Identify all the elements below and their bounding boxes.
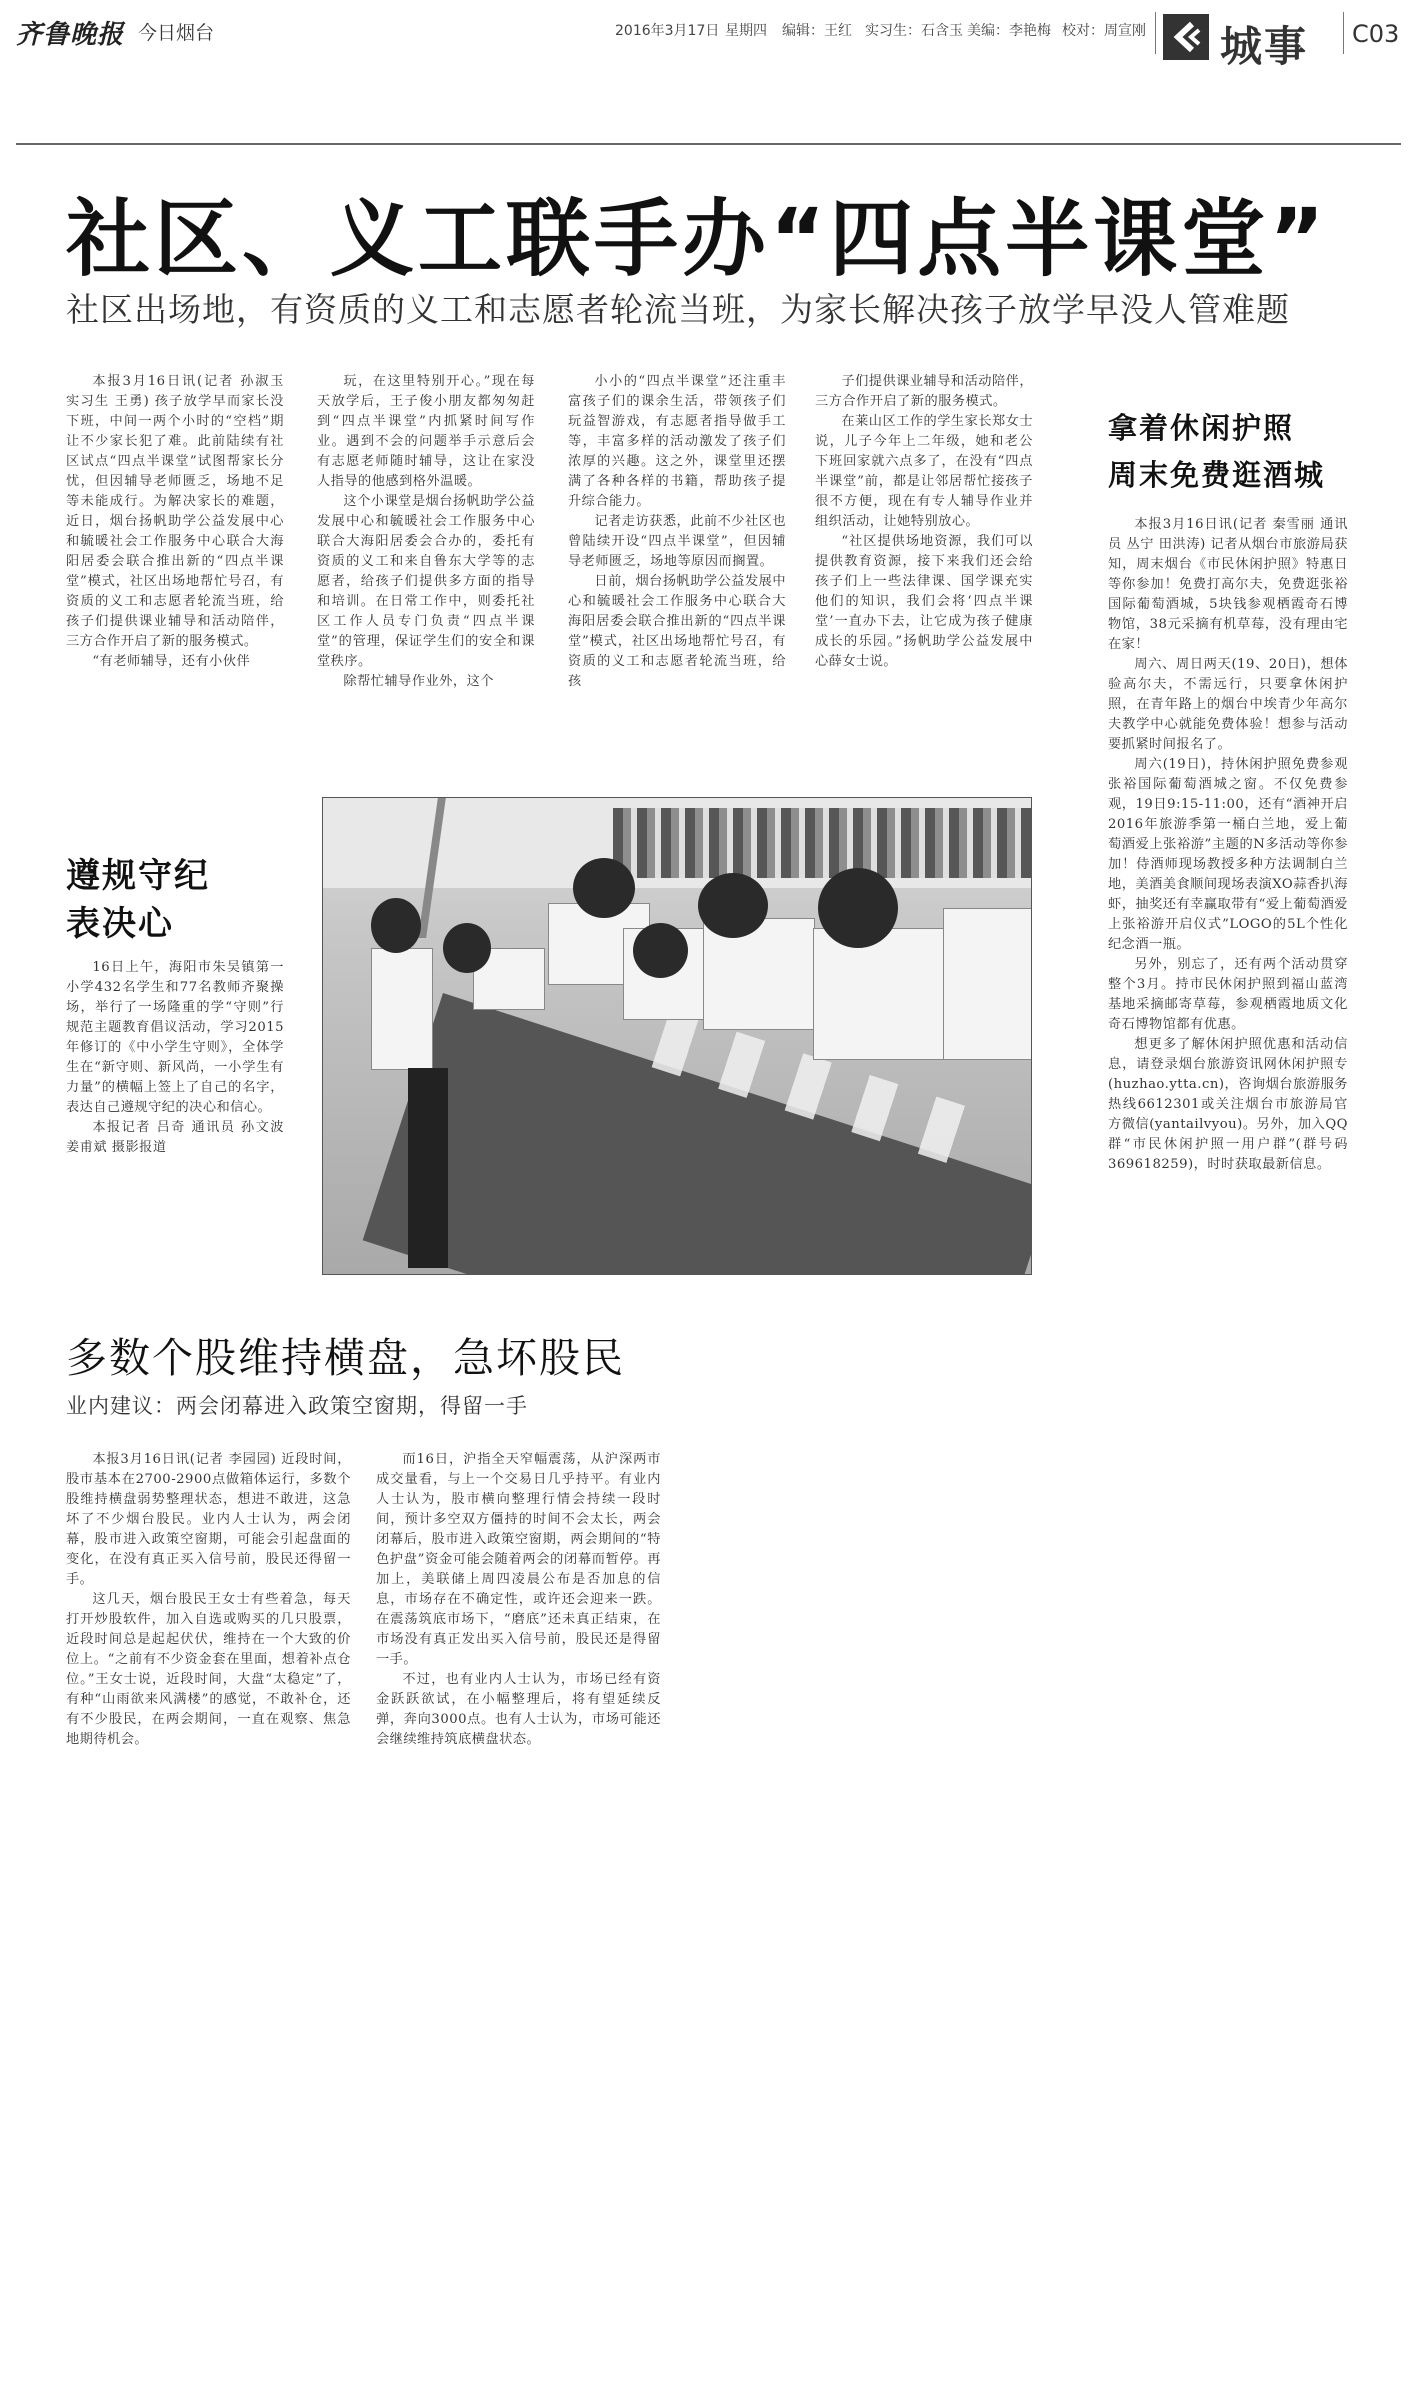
paragraph: 小小的“四点半课堂”还注重丰富孩子们的课余生活，带领孩子们玩益智游戏，有志愿者指导做手工等，丰富多样的活动激发了孩子们浓厚的兴趣。这之外，课堂里还摆满了各种各样的书籍，帮助孩子提升综合能力。 <box>568 374 786 509</box>
chevron-left-icon <box>1163 14 1209 60</box>
art-editor-credit: 美编：李艳梅 <box>967 23 1051 39</box>
paragraph: 想更多了解休闲护照优惠和活动信息，请登录烟台旅游资讯网休闲护照专(huzhao.ytta.cn)，咨询烟台旅游服务热线6612301或关注烟台市旅游局官方微信(yantailvyou)。另外，加入QQ群“市民休闲护照一用户群”(群号码369618259)，时时获取最新信息。 <box>1108 1037 1348 1172</box>
main-article-column-3 <box>568 372 786 692</box>
issue-weekday: 星期四 <box>725 23 767 39</box>
paragraph: 在莱山区工作的学生家长郑女士说，儿子今年上二年级，她和老公下班回家就六点多了，在没有“四点半课堂”前，都是让邻居帮忙接孩子很不方便，现在有专人辅导作业并组织活动，让她特别放心。 <box>815 414 1034 529</box>
proofreader-credit: 校对：周宣刚 <box>1062 23 1146 39</box>
side-left-title <box>66 852 210 948</box>
stock-article-column-2 <box>376 1450 661 1750</box>
editor-credit: 编辑：王红 <box>782 23 852 39</box>
main-article-column-1 <box>66 372 284 672</box>
main-article-column-4 <box>815 372 1033 672</box>
paragraph: 本报3月16日讯(记者 秦雪丽 通讯员 丛宁 田洪涛) 记者从烟台市旅游局获知，周末烟台《市民休闲护照》特惠日等你参加！免费打高尔夫，免费逛张裕国际葡萄酒城，5块钱参观栖霞奇石博物馆，38元采摘有机草莓，没有理由宅在家！ <box>1108 517 1348 652</box>
paragraph: 这个小课堂是烟台扬帆助学公益发展中心和毓暖社会工作服务中心联合大海阳居委会合办的，委托有资质的义工和来自鲁东大学等的志愿者，给孩子们提供多方面的指导和培训。在日常工作中，则委托社区工作人员专门负责“四点半课堂”的管理，保证学生们的安全和课堂秩序。 <box>317 494 536 669</box>
stock-headline: 多数个股维持横盘，急坏股民 <box>66 1334 625 1382</box>
side-left-body <box>66 958 284 1158</box>
news-photo <box>322 797 1032 1275</box>
paragraph: 本报3月16日讯(记者 孙淑玉 实习生 王勇) 孩子放学早而家长没下班，中间一两个小时的“空档”期让不少家长犯了难。此前陆续有社区试点“四点半课堂”试图帮家长分忧，但因辅导老师匮乏，场地不足等未能成行。为解决家长的难题，近日，烟台扬帆助学公益发展中心和毓暖社会工作服务中心联合大海阳居委会联合推出新的“四点半课堂”模式，社区出场地帮忙号召，有资质的义工和志愿者轮流当班，给孩子们提供课业辅导和活动陪伴，三方合作开启了新的服务模式。 <box>66 374 284 649</box>
section-name: 今日烟台 <box>138 22 215 44</box>
side-right-title <box>1108 405 1325 499</box>
issue-date: 2016年3月17日 <box>615 23 720 39</box>
section-label: 城事 <box>1220 22 1309 71</box>
paragraph: 另外，别忘了，还有两个活动贯穿整个3月。持市民休闲护照到福山蓝湾基地采摘邮寄草莓，参观栖霞地质文化奇石博物馆都有优惠。 <box>1108 957 1348 1032</box>
header-divider-2 <box>1343 12 1344 54</box>
side-left-title-line: 遵规守纪 <box>66 856 210 896</box>
paragraph: “社区提供场地资源，我们可以提供教育资源，接下来我们还会给孩子们上一些法律课、国学课充实他们的知识，我们会将‘四点半课堂’一直办下去，让它成为孩子健康成长的乐园。”扬帆助学公益发展中心薛女士说。 <box>815 534 1033 669</box>
paragraph: 日前，烟台扬帆助学公益发展中心和毓暖社会工作服务中心联合大海阳居委会联合推出新的“四点半课堂”模式，社区出场地帮忙号召，有资质的义工和志愿者轮流当班，给孩 <box>568 574 787 689</box>
paragraph: 子们提供课业辅导和活动陪伴，三方合作开启了新的服务模式。 <box>815 374 1034 409</box>
stock-subheadline: 业内建议：两会闭幕进入政策空窗期，得留一手 <box>66 1394 528 1418</box>
byline: 本报记者 吕奇 通讯员 孙文波 姜甫斌 摄影报道 <box>66 1120 284 1155</box>
side-right-title-line: 拿着休闲护照 <box>1108 411 1295 445</box>
paragraph: 而16日，沪指全天窄幅震荡，从沪深两市成交量看，与上一个交易日几乎持平。有业内人士认为，股市横向整理行情会持续一段时间，预计多空双方僵持的时间不会太长，两会闭幕后，股市进入政策空窗期，两会期间的“特色护盘”资金可能会随着两会的闭幕而暂停。再加上，美联储上周四凌晨公布是否加息的信息，市场存在不确定性，或许还会迎来一跌。在震荡筑底市场下，“磨底”还未真正结束，在市场没有真正发出买入信号前，股民还是得留一手。 <box>376 1452 661 1667</box>
header-rule <box>16 143 1401 145</box>
paragraph: 记者走访获悉，此前不少社区也曾陆续开设“四点半课堂”，但因辅导老师匮乏，场地等原因而搁置。 <box>568 514 787 569</box>
stock-article-column-1 <box>66 1450 351 1750</box>
main-headline: 社区、义工联手办“四点半课堂” <box>66 190 1329 288</box>
header-divider <box>1155 12 1156 54</box>
paragraph: 除帮忙辅导作业外，这个 <box>343 674 494 689</box>
main-article-column-2 <box>317 372 535 692</box>
paragraph: 周六、周日两天(19、20日)，想体验高尔夫，不需远行，只要拿休闲护照，在青年路上的烟台中埃青少年高尔夫教学中心就能免费体验！想参与活动要抓紧时间报名了。 <box>1108 657 1348 752</box>
side-right-title-line: 周末免费逛酒城 <box>1108 458 1326 492</box>
paragraph: “有老师辅导，还有小伙伴 <box>92 654 251 669</box>
side-left-title-line: 表决心 <box>66 904 174 944</box>
masthead-logo: 齐鲁晚报 <box>16 20 125 50</box>
paragraph: 本报3月16日讯(记者 李园园) 近段时间，股市基本在2700-2900点做箱体运行，多数个股维持横盘弱势整理状态，想进不敢进，这急坏了不少烟台股民。业内人士认为，两会闭幕，股市进入政策空窗期，可能会引起盘面的变化，在没有真正买入信号前，股民还得留一手。 <box>66 1452 351 1587</box>
main-subheadline: 社区出场地，有资质的义工和志愿者轮流当班，为家长解决孩子放学早没人管难题 <box>66 290 1290 329</box>
side-right-body <box>1108 515 1348 1175</box>
paragraph: 周六(19日)，持休闲护照免费参观张裕国际葡萄酒城之窗。不仅免费参观，19日9:15-11:00，还有“酒神开启2016年旅游季第一桶白兰地，爱上葡萄酒爱上张裕游”主题的N多活动等你参加！侍酒师现场教授多种方法调制白兰地，美酒美食顺间现场表演XO蒜香扒海虾，抽奖还有幸赢取带有“爱上葡萄酒爱上张裕游开启仪式”LOGO的5L个性化纪念酒一瓶。 <box>1108 757 1348 952</box>
paragraph: 这几天，烟台股民王女士有些着急，每天打开炒股软件，加入自选或购买的几只股票，近段时间总是起起伏伏，维持在一个大致的价位上。“之前有不少资金套在里面，想着补点仓位。”王女士说，近段时间，大盘“太稳定”了，有种“山雨欲来风满楼”的感觉，不敢补仓，还有不少股民，在两会期间，一直在观察、焦急地期待机会。 <box>66 1592 351 1747</box>
intern-credit: 实习生：石含玉 <box>865 23 963 39</box>
paragraph: 16日上午，海阳市朱吴镇第一小学432名学生和77名教师齐聚操场，举行了一场隆重的学“守则”行规范主题教育倡议活动，学习2015年修订的《中小学生守则》，全体学生在“新守则、新风尚，一小学生有力量”的横幅上签上了自己的名字，表达自己遵规守纪的决心和信心。 <box>66 960 284 1115</box>
page-number: C03 <box>1352 20 1400 48</box>
paragraph: 玩，在这里特别开心。”现在每天放学后，王子俊小朋友都匆匆赶到“四点半课堂”内抓紧时间写作业。遇到不会的问题举手示意后会有志愿老师随时辅导，这让在家没人指导的他感到格外温暖。 <box>317 374 535 489</box>
paragraph: 不过，也有业内人士认为，市场已经有资金跃跃欲试，在小幅整理后，将有望延续反弹，奔向3000点。也有人士认为，市场可能还会继续维持筑底横盘状态。 <box>376 1672 661 1747</box>
